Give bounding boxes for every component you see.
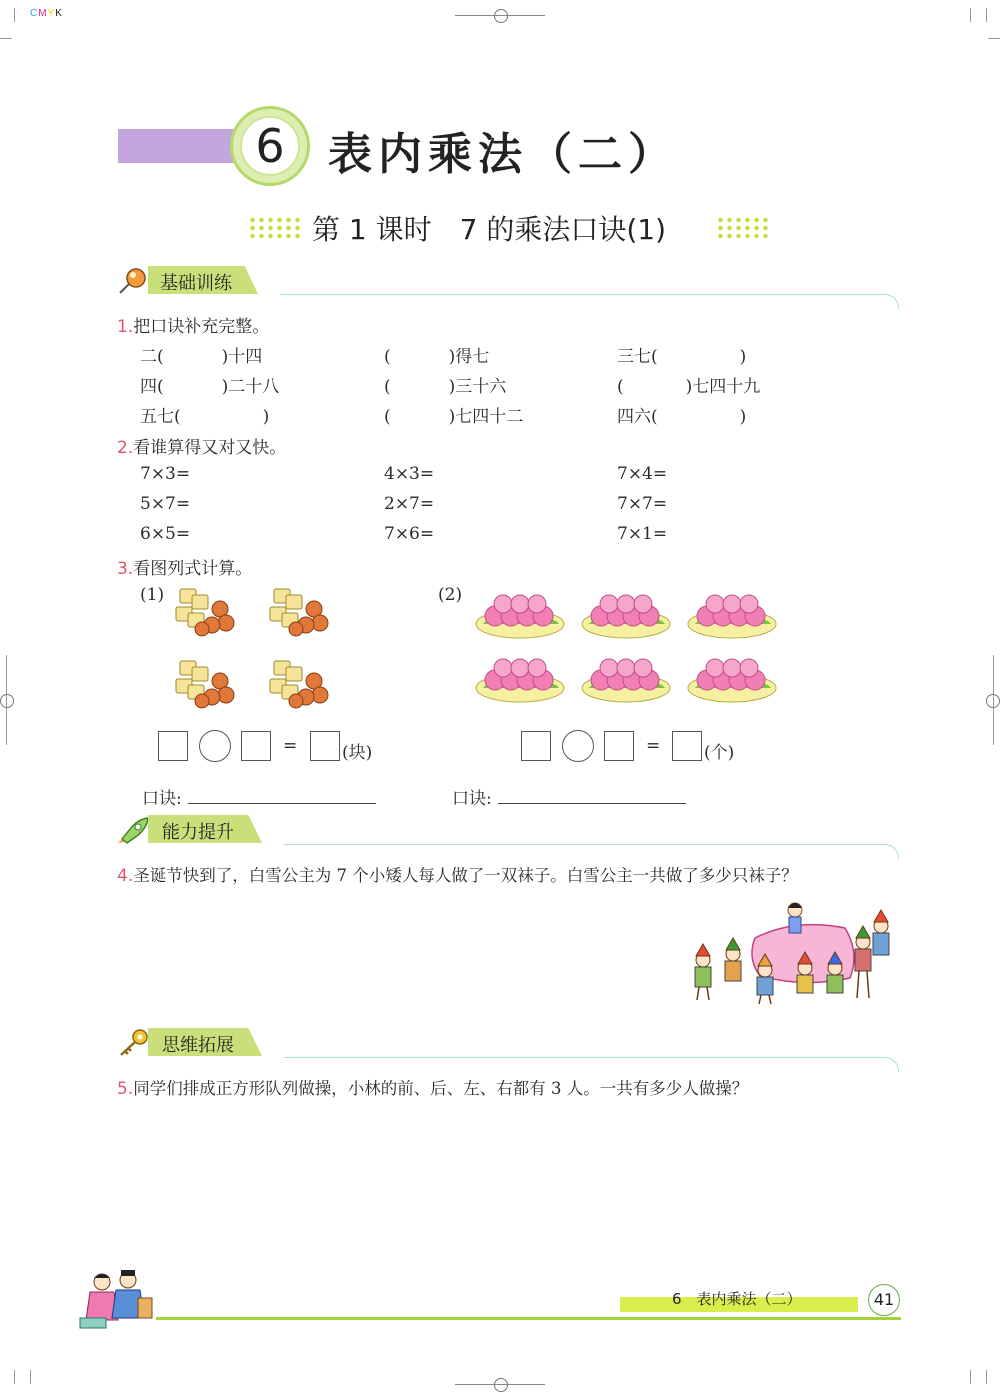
q1-item-right: )七四十九 (685, 377, 761, 397)
crop-mark (986, 8, 987, 22)
answer-box[interactable] (521, 731, 551, 761)
q1-item (617, 402, 746, 427)
q1-item-left: ( (384, 407, 391, 427)
question-number: 1. (117, 317, 134, 337)
answer-box[interactable] (672, 731, 702, 761)
question-4 (117, 862, 907, 886)
operator-circle[interactable] (199, 730, 231, 762)
crop-mark (14, 1370, 15, 1384)
q1-item-right: ) (739, 347, 747, 367)
cmyk-k: K (55, 8, 63, 19)
answer-box[interactable] (158, 731, 188, 761)
q1-item-left: 二( (140, 347, 164, 367)
question-text: 看谁算得又对又快。 (133, 438, 287, 458)
cmyk-y: Y (47, 8, 56, 19)
question-2-header (117, 433, 286, 458)
q2-expression: 7×7= (617, 494, 668, 514)
q1-item-right: )十四 (221, 347, 263, 367)
cmyk-c: C (30, 8, 39, 19)
q3-part2-label: (2) (438, 585, 463, 605)
q1-item-left: ( (617, 377, 624, 397)
key-icon (116, 1028, 150, 1058)
unit-label: (个) (704, 743, 735, 763)
cmyk-m: M (38, 8, 48, 19)
dots-decoration-right (716, 216, 770, 238)
q1-item-right: )得七 (448, 347, 490, 367)
q1-item-left: 四( (140, 377, 164, 397)
crop-mark (30, 1370, 31, 1384)
question-5 (117, 1075, 907, 1099)
operator-circle[interactable] (562, 730, 594, 762)
question-3-header (117, 554, 252, 579)
question-text: 圣诞节快到了，白雪公主为 7 个小矮人每人做了一双袜子。白雪公主一共做了多少只袜子？ (133, 866, 798, 885)
question-text: 把口诀补充完整。 (133, 317, 270, 337)
unit-label: (块) (342, 743, 373, 763)
question-number: 5. (117, 1079, 134, 1099)
q1-item (617, 372, 760, 397)
crop-mark (988, 38, 1000, 39)
q1-item-left: 四六( (617, 407, 658, 427)
rocket-icon (116, 815, 150, 845)
q1-item-right: )二十八 (221, 377, 280, 397)
question-text: 看图列式计算。 (133, 559, 253, 579)
section-label-thinking: 思维拓展 (162, 1035, 234, 1056)
snow-white-dwarfs-illustration (685, 898, 900, 1006)
dots-decoration-left (248, 216, 302, 238)
crop-mark (0, 38, 12, 39)
q1-item (140, 372, 279, 397)
unit-title-bar (118, 129, 238, 163)
section-label-basic: 基础训练 (160, 273, 232, 294)
scholar-illustration (76, 1268, 156, 1332)
q2-expression: 6×5= (140, 524, 191, 544)
equals-sign: = (646, 736, 661, 756)
question-text: 同学们排成正方形队列做操，小林的前、后、左、右都有 3 人。一共有多少人做操？ (133, 1079, 749, 1098)
q1-item-left: ( (384, 347, 391, 367)
answer-box[interactable] (310, 731, 340, 761)
crop-mark (14, 8, 15, 22)
crop-mark (970, 1370, 971, 1384)
q2-expression: 7×1= (617, 524, 668, 544)
q3-part1-label: (1) (140, 585, 165, 605)
q1-item-left: 五七( (140, 407, 181, 427)
footer-chapter-title: 6 表内乘法（二） (672, 1290, 802, 1308)
biscuit-cookie-illustration (170, 585, 340, 720)
q1-item (384, 372, 506, 397)
page-number: 41 (868, 1284, 900, 1316)
peach-plate-illustration (473, 590, 783, 705)
q1-item-right: )三十六 (448, 377, 507, 397)
q1-item (140, 402, 269, 427)
section-divider (284, 844, 899, 859)
q2-expression: 5×7= (140, 494, 191, 514)
footer-line (156, 1317, 901, 1320)
q1-item-left: ( (384, 377, 391, 397)
q2-expression: 7×3= (140, 464, 191, 484)
question-1-header (117, 312, 269, 337)
q2-expression: 7×6= (384, 524, 435, 544)
formula-label: 口诀: (142, 789, 182, 809)
unit-number: 6 (240, 116, 300, 176)
q1-item (140, 342, 262, 367)
crop-mark (970, 8, 971, 22)
registration-circle (986, 694, 1000, 708)
q2-expression: 2×7= (384, 494, 435, 514)
q1-item-right: )七四十二 (448, 407, 524, 427)
q1-item (384, 402, 523, 427)
registration-circle (494, 9, 508, 23)
q2-expression: 4×3= (384, 464, 435, 484)
answer-box[interactable] (604, 731, 634, 761)
formula-answer-line[interactable] (188, 803, 376, 804)
q1-item-right: ) (262, 407, 270, 427)
registration-circle (0, 694, 14, 708)
unit-title: 表内乘法（二） (328, 129, 678, 180)
section-divider (284, 1057, 899, 1072)
question-number: 2. (117, 438, 134, 458)
question-number: 4. (117, 866, 134, 886)
equals-sign: = (283, 736, 298, 756)
cmyk-mark (30, 8, 63, 19)
crop-mark (986, 1370, 987, 1384)
formula-label: 口诀: (452, 789, 492, 809)
formula-answer-line[interactable] (498, 803, 686, 804)
pushpin-icon (116, 266, 150, 296)
registration-circle (494, 1378, 508, 1392)
q1-item (617, 342, 746, 367)
lesson-title: 第 1 课时 7 的乘法口诀(1) (312, 213, 666, 246)
question-number: 3. (117, 559, 134, 579)
q2-expression: 7×4= (617, 464, 668, 484)
q1-item-left: 三七( (617, 347, 658, 367)
answer-box[interactable] (241, 731, 271, 761)
q1-item-right: ) (739, 407, 747, 427)
q1-item (384, 342, 489, 367)
section-divider (280, 294, 899, 309)
section-label-ability: 能力提升 (162, 822, 234, 843)
